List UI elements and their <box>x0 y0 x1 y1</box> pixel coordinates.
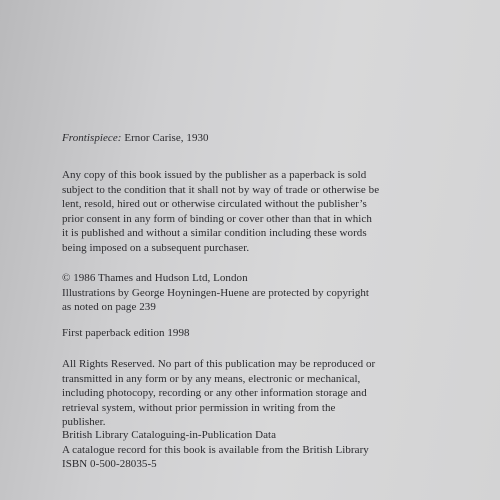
cip-line: A catalogue record for this book is available from the British Library <box>62 443 369 456</box>
frontispiece-label: Frontispiece: <box>62 132 122 144</box>
isbn-line: ISBN 0-500-28035-5 <box>62 458 157 471</box>
conditions-line: prior consent in any form of binding or cover other than that in which <box>62 212 372 225</box>
frontispiece-credit <box>62 131 482 146</box>
copyright-line: Illustrations by George Hoyningen-Huene are protected by copyright <box>62 286 370 299</box>
rights-line: including photocopy, recording or any other information storage and <box>62 387 367 400</box>
conditions-line: subject to the condition that it shall not by way of trade or otherwise be <box>62 183 380 196</box>
conditions-line: being imposed on a subsequent purchaser. <box>62 241 250 254</box>
cataloguing-data <box>62 428 482 472</box>
edition-line: First paperback edition 1998 <box>62 327 190 339</box>
sale-conditions-paragraph <box>62 168 482 256</box>
copyright-line: as noted on page 239 <box>62 301 156 314</box>
rights-line: retrieval system, without prior permission in writing from the <box>62 401 336 414</box>
rights-line: All Rights Reserved. No part of this publication may be reproduced or <box>62 358 376 370</box>
conditions-line: lent, resold, hired out or otherwise circulated without the publisher’s <box>62 198 367 211</box>
edition-notice <box>62 326 482 341</box>
copyright-notice <box>62 271 482 315</box>
copyright-line: © 1986 Thames and Hudson Ltd, London <box>62 272 248 284</box>
rights-line: publisher. <box>62 416 106 429</box>
frontispiece-text: Ernor Carise, 1930 <box>121 132 209 144</box>
rights-line: transmitted in any form or by any means, electronic or mechanical, <box>62 372 361 385</box>
conditions-line: Any copy of this book issued by the publisher as a paperback is sold <box>62 169 367 181</box>
rights-reserved-paragraph <box>62 357 482 430</box>
cip-line: British Library Cataloguing-in-Publication Data <box>62 429 277 441</box>
conditions-line: it is published and without a similar condition including these words <box>62 227 367 240</box>
